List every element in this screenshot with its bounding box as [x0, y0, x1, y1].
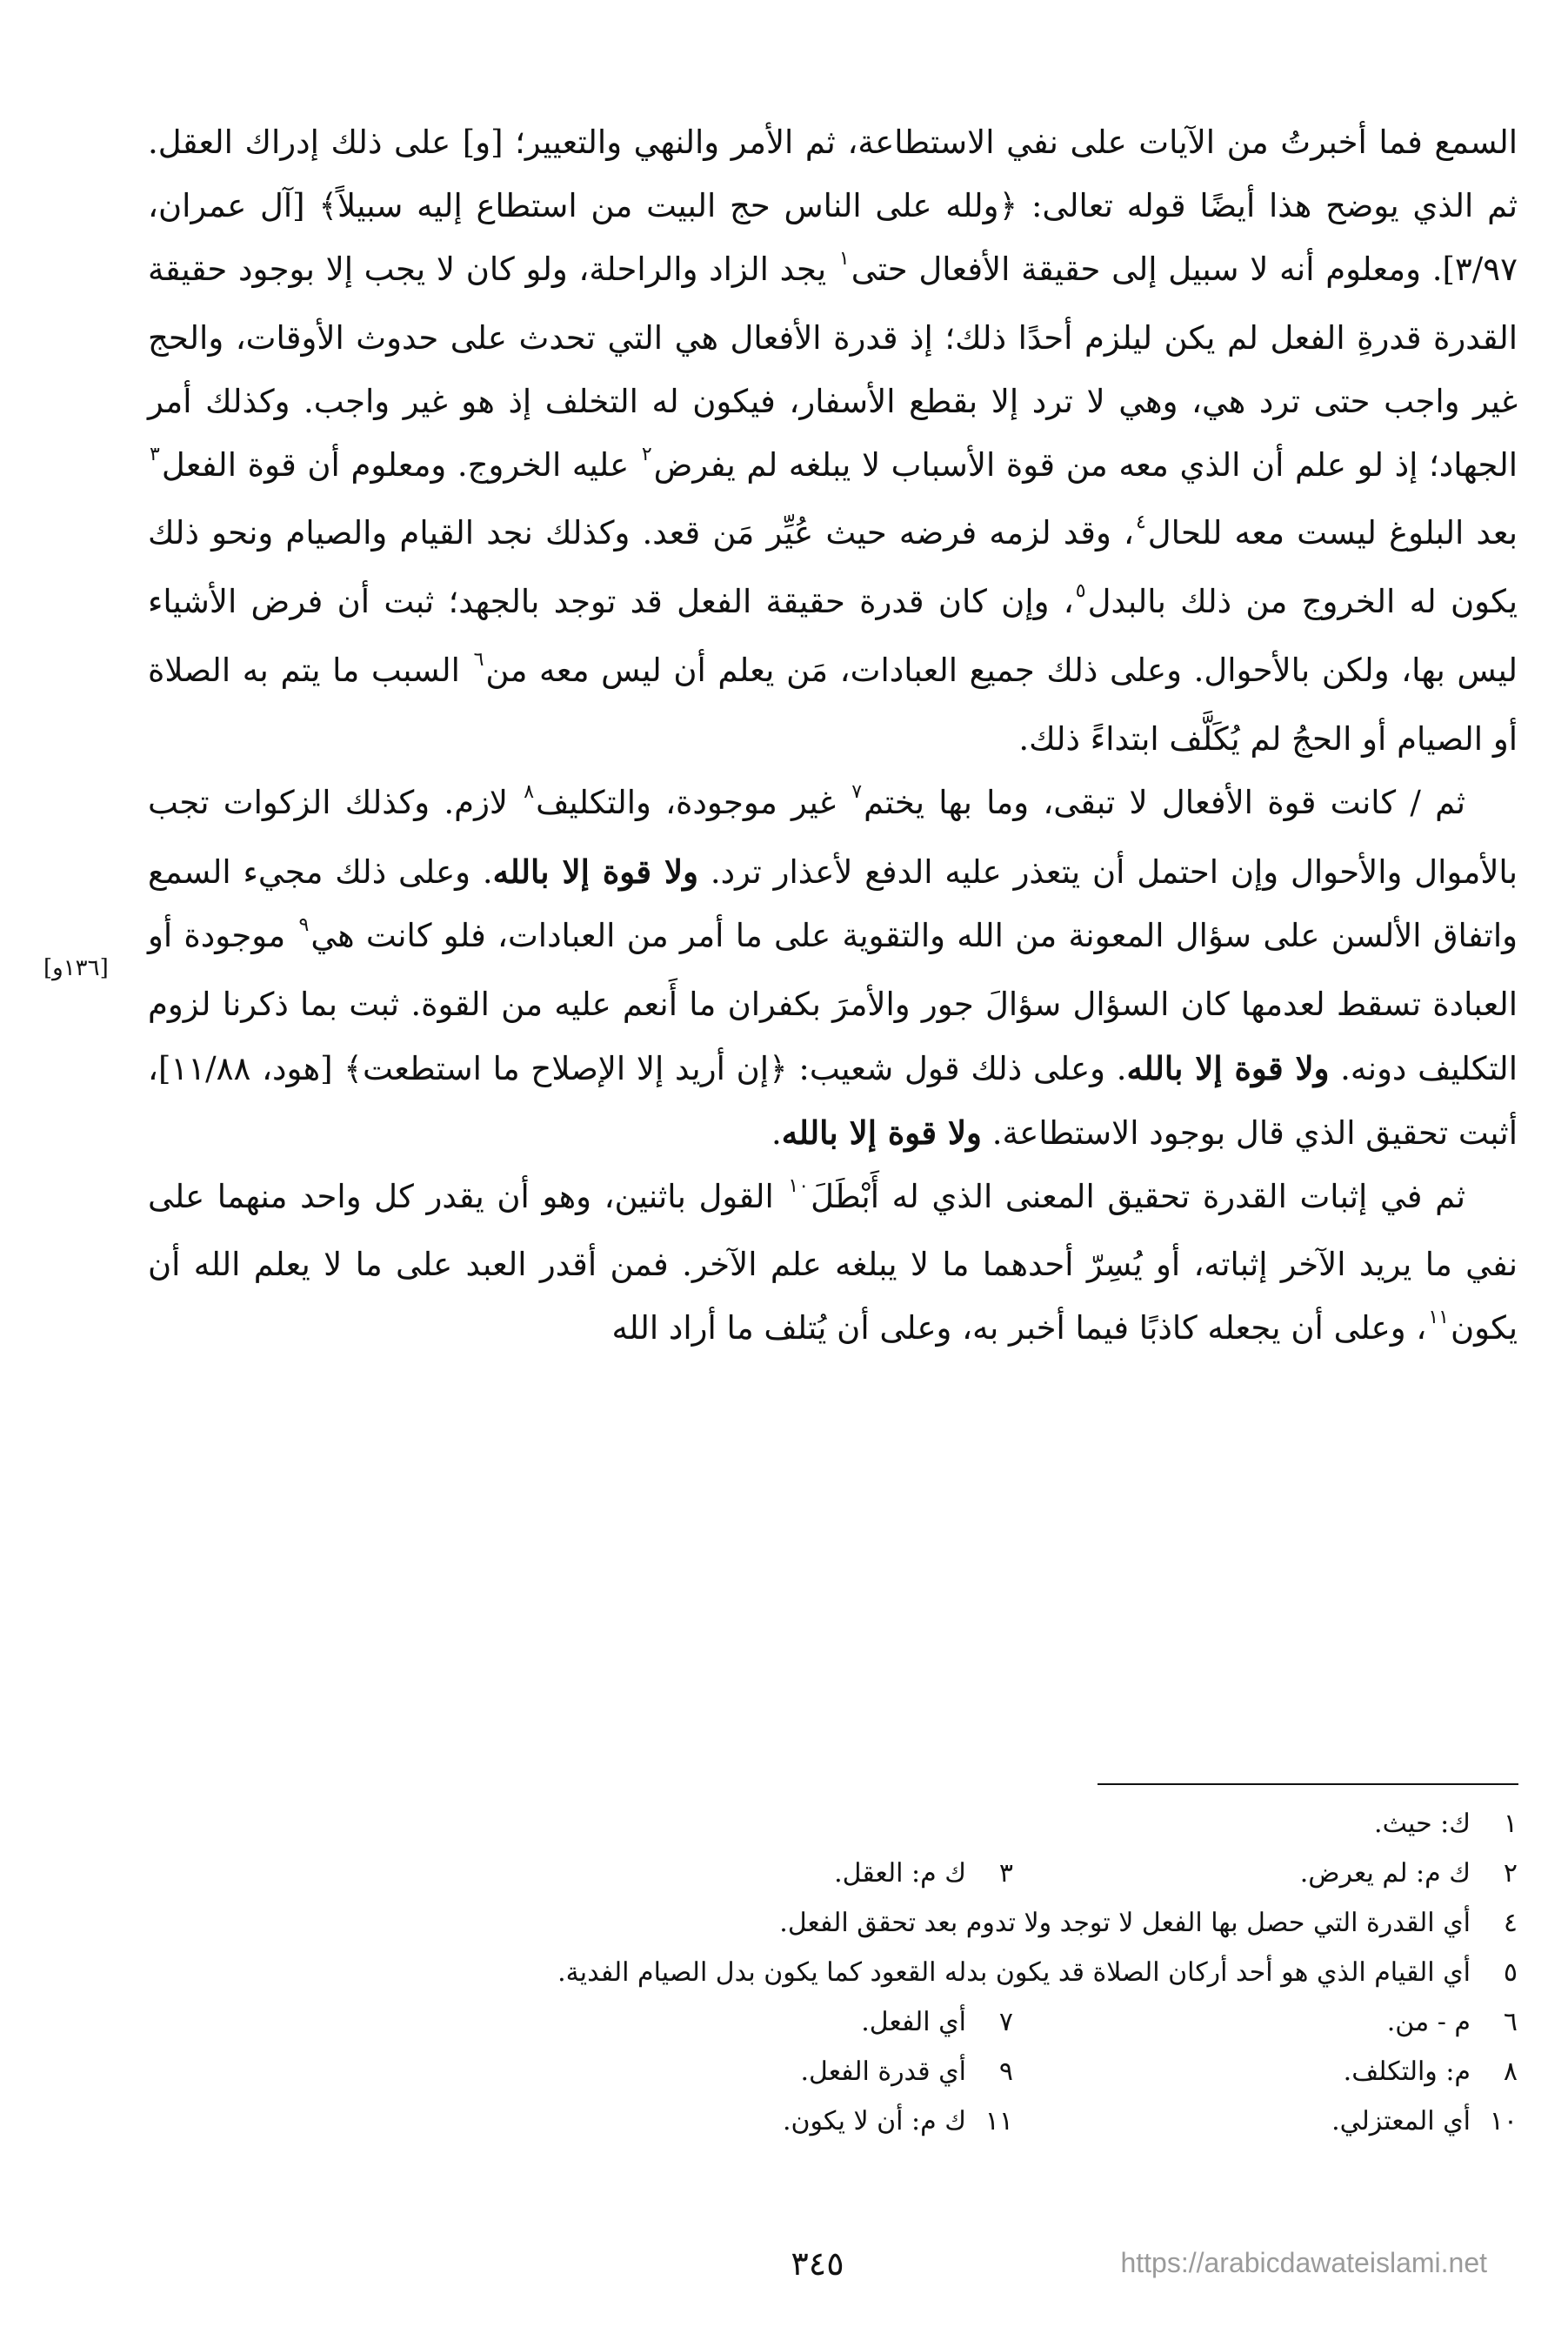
- text-run: ، وإن كان قدرة حقيقة الفعل قد توجد بالجهد؛ ثبت أن فرض الأشياء ليس بها، ولكن بالأحوال. وعلى ذلك جميع العبادات، مَن يعلم أن ليس معه من: [148, 583, 1518, 690]
- text-run: ثم / كانت قوة الأفعال لا تبقى، وما بها يختم: [864, 784, 1466, 822]
- footnote-marker: ٥: [1075, 580, 1086, 603]
- footnote-line: [487, 1849, 1518, 1898]
- footnote-marker: ١: [838, 247, 850, 270]
- footnote-marker: ٢: [641, 443, 652, 465]
- footnote-text: أي القدرة التي حصل بها الفعل لا توجد ولا تدوم بعد تحقق الفعل.: [779, 1908, 1471, 1938]
- footnote-number: ٨: [1503, 2056, 1518, 2087]
- watermark-url: https://arabicdawateislami.net: [1120, 2247, 1487, 2278]
- footnote-item: [1331, 2096, 1518, 2146]
- paragraph-2: [148, 772, 1518, 1165]
- footnote-item: [1387, 1997, 1518, 2047]
- footnote-item: [1300, 1849, 1518, 1898]
- text-run: السمع فما أخبرتُ من الآيات على نفي الاستطاعة، ثم الأمر والنهي والتعيير؛ [و] على ذلك إدراك العقل. ثم الذي يوضح هذا أيضًا قوله تعالى: ﴿ولله على الناس حج البيت من استطاع إليه سبيلاً﴾ [آل عمران، ٣/٩٧]. ومعلوم أنه لا سبيل إلى حقيقة الأفعال حتى: [148, 124, 1518, 288]
- footnote-item: [1374, 1799, 1518, 1849]
- footnote-text: أي المعتزلي.: [1331, 2106, 1471, 2136]
- footnote-line: [487, 1997, 1518, 2047]
- footnote-text: أي القيام الذي هو أحد أركان الصلاة قد يكون بدله القعود كما يكون بدل الصيام الفدية.: [557, 1957, 1471, 1988]
- footnote-line: [487, 1898, 1518, 1948]
- text-run: ، وعلى أن يجعله كاذبًا فيما أخبر به، وعلى أن يُتلف ما أراد الله: [611, 1309, 1427, 1347]
- footnote-item: [779, 1898, 1518, 1948]
- footnote-item: [861, 1997, 1013, 2047]
- text-run: غير موجودة، والتكليف: [536, 784, 836, 822]
- footnote-marker: ١١: [1428, 1307, 1449, 1329]
- paragraph-1: [148, 111, 1518, 772]
- page-number: ٣٤٥: [791, 2244, 844, 2283]
- text-run: .: [771, 1113, 782, 1152]
- footnote-marker: ٦: [473, 649, 484, 672]
- footnote-text: أي الفعل.: [861, 2007, 966, 2037]
- paragraph-3: [148, 1166, 1518, 1367]
- main-text: [148, 111, 1518, 1366]
- footnote-marker: ٧: [851, 781, 863, 804]
- text-run: يجد الزاد والراحلة، ولو كان لا يجب إلا بوجود حقيقة القدرة قدرةِ الفعل لم يكن ليلزم أحدًا ذلك؛ إذ قدرة الأفعال هي التي تحدث على حدوث الأوقات، والحج غير واجب حتى ترد هي، وهي لا ترد إلا بقطع الأسفار، فيكون له التخلف إذ هو غير واجب. وكذلك أمر الجهاد؛ إذ لو علم أن الذي معه من قوة الأسباب لا يبلغه لم يفرض: [148, 250, 1518, 484]
- footnote-divider: [1098, 1783, 1518, 1785]
- footnote-number: ٢: [1503, 1858, 1518, 1889]
- text-run: لازم. وكذلك الزكوات تجب بالأموال والأحوال وإن احتمل أن يتعذر عليه الدفع لأعذار ترد.: [148, 784, 1518, 891]
- text-run: عليه الخروج. ومعلوم أن قوة الفعل: [161, 445, 630, 484]
- footnote-text: ك: حيث.: [1374, 1809, 1471, 1839]
- footnote-marker: ٨: [524, 781, 535, 804]
- footnote-number: ٦: [1503, 2007, 1518, 2037]
- footnote-text: ك م: العقل.: [834, 1858, 966, 1889]
- footnote-marker: ١٠: [788, 1174, 810, 1197]
- text-run: بعد البلوغ ليست معه للحال: [1147, 514, 1518, 552]
- text-run: القول باثنين، وهو أن يقدر كل واحد منهما على نفي ما يريد الآخر إثباته، أو يُسِرّ أحدهما ما لا يبلغه علم الآخر. فمن أقدر العبد على ما لا يعلم الله أن يكون: [148, 1177, 1518, 1347]
- footnote-item: [1344, 2047, 1518, 2096]
- footnote-line: [487, 1948, 1518, 1997]
- footnotes: [487, 1799, 1518, 2146]
- footnote-text: م - من.: [1386, 2007, 1471, 2037]
- footnote-number: ٥: [1503, 1957, 1518, 1988]
- footnote-item: [834, 1849, 1013, 1898]
- footnote-text: ك م: أن لا يكون.: [782, 2106, 966, 2136]
- footnote-marker: ٣: [150, 443, 160, 465]
- footnote-line: [487, 2096, 1518, 2146]
- text-run: ثم في إثبات القدرة تحقيق المعنى الذي له أَبْطَلَ: [811, 1177, 1466, 1215]
- footnote-number: ١: [1503, 1809, 1518, 1839]
- footnote-number: ١٠: [1489, 2106, 1518, 2136]
- footnote-number: ٩: [998, 2056, 1013, 2087]
- footnote-line: [487, 2047, 1518, 2096]
- invocation-bold: ولا قوة إلا بالله: [1126, 1048, 1330, 1087]
- footnote-number: ٧: [998, 2007, 1013, 2037]
- footnote-marker: ٩: [298, 913, 310, 936]
- text-run: موجودة أو العبادة تسقط لعدمها كان السؤال سؤالَ جور والأمرَ بكفران ما أَنعم عليه من القوة. ثبت بما ذكرنا لزوم التكليف دونه.: [148, 916, 1518, 1087]
- folio-margin-note: [١٣٦و]: [43, 955, 109, 981]
- invocation-bold: ولا قوة إلا بالله: [492, 852, 698, 891]
- invocation-bold: ولا قوة إلا بالله: [781, 1113, 982, 1152]
- footnote-text: ك م: لم يعرض.: [1299, 1858, 1471, 1889]
- text-run: السبب ما يتم به الصلاة أو الصيام أو الحجُ لم يُكَلَّف ابتداءً ذلك.: [148, 652, 1518, 759]
- footnote-number: ٤: [1503, 1908, 1518, 1938]
- footnote-item: [557, 1948, 1518, 1997]
- footnote-text: م: والتكلف.: [1343, 2056, 1471, 2087]
- footnote-item: [783, 2096, 1013, 2146]
- footnote-text: أي قدرة الفعل.: [800, 2056, 966, 2087]
- footnote-marker: ٤: [1135, 512, 1146, 534]
- footnote-line: [487, 1799, 1518, 1849]
- text-run: . وعلى ذلك قول شعيب: ﴿إن أريد إلا الإصلاح ما استطعت﴾ [هود، ١١/٨٨]، أثبت تحقيق الذي قال بوجود الاستطاعة.: [148, 1049, 1518, 1152]
- footnote-number: ١١: [984, 2106, 1013, 2136]
- footnote-item: [800, 2047, 1013, 2096]
- text-run: . وعلى ذلك مجيء السمع واتفاق الألسن على سؤال المعونة من الله والتقوية على ما أمر من العبادات، فلو كانت هي: [148, 853, 1518, 954]
- footnote-number: ٣: [998, 1858, 1013, 1889]
- text-run: ، وقد لزمه فرضه حيث عُيِّر مَن قعد. وكذلك نجد القيام والصيام ونحو ذلك يكون له الخروج من ذلك بالبدل: [148, 514, 1518, 621]
